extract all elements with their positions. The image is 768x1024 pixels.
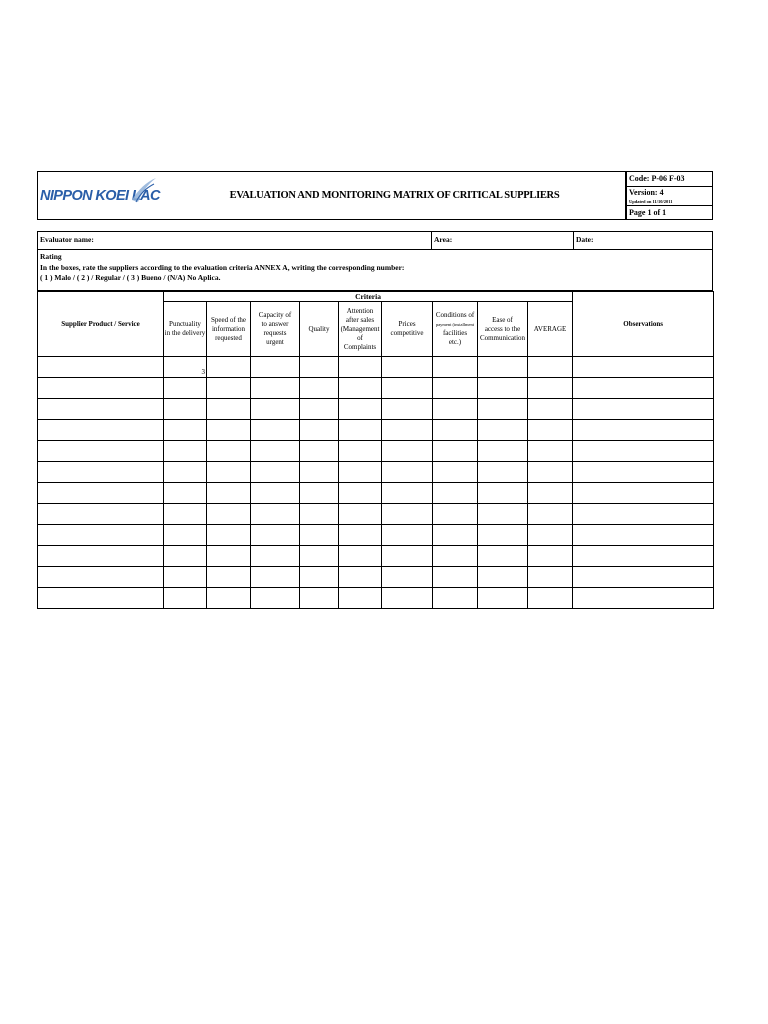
supplier-cell[interactable] <box>38 378 164 399</box>
score-cell[interactable] <box>300 441 339 462</box>
score-cell[interactable] <box>478 525 528 546</box>
score-cell[interactable] <box>433 567 478 588</box>
score-cell[interactable] <box>251 525 300 546</box>
document-title: EVALUATION AND MONITORING MATRIX OF CRITICAL SUPPLIERS <box>164 171 626 220</box>
column-header-line: competitive <box>390 329 424 337</box>
criteria-column-header <box>382 302 433 357</box>
doc-updated: Updated on 11/10/2011 <box>629 199 673 204</box>
criteria-column-header <box>339 302 382 357</box>
logo-text: NIPPON KOEI LAC <box>40 187 160 204</box>
rating-scale: ( 1 ) Malo / ( 2 ) / Regular / ( 3 ) Bueno / (N/A) No Aplica. <box>40 273 221 282</box>
score-cell[interactable] <box>300 546 339 567</box>
score-cell[interactable] <box>478 378 528 399</box>
observations-cell[interactable] <box>573 504 714 525</box>
score-cell[interactable] <box>382 420 433 441</box>
observations-header: Observations <box>573 292 714 357</box>
column-header-line: Communication <box>479 333 526 342</box>
score-cell[interactable] <box>528 525 573 546</box>
column-header-line: Ease of <box>492 315 513 324</box>
observations-cell[interactable] <box>573 588 714 609</box>
table-row <box>38 483 714 504</box>
evaluator-row <box>37 231 713 250</box>
table-row <box>38 378 714 399</box>
criteria-column-header <box>528 302 573 357</box>
observations-cell[interactable] <box>573 462 714 483</box>
supplier-header: Supplier Product / Service <box>38 292 164 357</box>
column-header-line: access to the <box>484 324 521 333</box>
table-row <box>38 546 714 567</box>
rating-instruction: In the boxes, rate the suppliers according to the evaluation criteria ANNEX A, writing the corresponding number: <box>40 262 405 272</box>
score-cell[interactable] <box>251 378 300 399</box>
score-cell[interactable] <box>433 525 478 546</box>
score-cell[interactable] <box>207 420 251 441</box>
score-cell[interactable] <box>164 483 207 504</box>
score-cell[interactable] <box>528 462 573 483</box>
evaluator-name-label: Evaluator name: <box>40 235 94 244</box>
score-cell[interactable] <box>251 441 300 462</box>
score-cell[interactable] <box>528 399 573 420</box>
doc-page: Page 1 of 1 <box>629 208 667 217</box>
score-cell[interactable] <box>164 588 207 609</box>
table-row <box>38 357 714 378</box>
score-cell[interactable] <box>382 399 433 420</box>
score-cell[interactable] <box>382 546 433 567</box>
score-cell[interactable] <box>528 357 573 378</box>
swoosh-icon <box>128 176 158 204</box>
score-cell[interactable] <box>164 399 207 420</box>
score-cell[interactable] <box>528 504 573 525</box>
score-cell[interactable] <box>207 399 251 420</box>
column-header-line: facilities <box>442 329 468 337</box>
score-cell[interactable] <box>433 546 478 567</box>
column-header-line: Attention <box>346 306 374 315</box>
score-cell[interactable] <box>339 504 382 525</box>
score-cell[interactable] <box>433 378 478 399</box>
score-cell[interactable] <box>382 567 433 588</box>
score-cell[interactable] <box>207 546 251 567</box>
rating-instructions <box>37 250 713 291</box>
score-cell[interactable] <box>300 588 339 609</box>
score-cell[interactable] <box>433 420 478 441</box>
score-cell[interactable] <box>164 504 207 525</box>
score-cell[interactable] <box>382 588 433 609</box>
score-cell[interactable] <box>339 483 382 504</box>
date-label: Date: <box>576 235 594 244</box>
score-cell[interactable] <box>478 588 528 609</box>
score-cell[interactable] <box>433 357 478 378</box>
score-cell[interactable] <box>339 357 382 378</box>
criteria-column-header <box>164 302 207 357</box>
score-cell[interactable] <box>207 378 251 399</box>
score-cell[interactable] <box>339 588 382 609</box>
score-cell[interactable] <box>528 441 573 462</box>
supplier-cell[interactable] <box>38 441 164 462</box>
observations-cell[interactable] <box>573 441 714 462</box>
table-row <box>38 525 714 546</box>
supplier-cell[interactable] <box>38 483 164 504</box>
score-cell[interactable] <box>300 357 339 378</box>
score-cell[interactable] <box>207 567 251 588</box>
score-cell[interactable] <box>251 462 300 483</box>
observations-cell[interactable] <box>573 567 714 588</box>
score-cell[interactable] <box>478 441 528 462</box>
score-cell[interactable] <box>339 399 382 420</box>
supplier-cell[interactable] <box>38 525 164 546</box>
score-cell[interactable] <box>433 483 478 504</box>
column-header-line: AVERAGE <box>533 324 567 333</box>
column-header-line: Quality <box>308 324 330 333</box>
score-cell[interactable] <box>300 399 339 420</box>
score-cell[interactable] <box>251 504 300 525</box>
score-cell[interactable] <box>300 504 339 525</box>
score-cell[interactable] <box>382 462 433 483</box>
supplier-cell[interactable] <box>38 420 164 441</box>
score-cell[interactable] <box>528 420 573 441</box>
observations-cell[interactable] <box>573 483 714 504</box>
score-cell[interactable] <box>382 378 433 399</box>
table-row <box>38 567 714 588</box>
column-header-line: in the delivery <box>164 329 206 337</box>
score-cell[interactable] <box>300 483 339 504</box>
table-row <box>38 441 714 462</box>
score-cell[interactable] <box>251 483 300 504</box>
score-cell[interactable] <box>164 525 207 546</box>
evaluation-matrix <box>37 291 714 609</box>
score-cell[interactable] <box>164 441 207 462</box>
column-header-line: etc.) <box>448 338 462 346</box>
column-header-line: payment (installment <box>435 322 475 327</box>
score-cell[interactable] <box>433 441 478 462</box>
score-cell[interactable] <box>207 504 251 525</box>
score-cell[interactable] <box>478 504 528 525</box>
score-cell[interactable] <box>251 357 300 378</box>
score-cell[interactable] <box>382 483 433 504</box>
score-cell[interactable] <box>207 588 251 609</box>
score-cell[interactable] <box>339 462 382 483</box>
criteria-column-header <box>433 302 478 357</box>
score-cell[interactable] <box>478 399 528 420</box>
column-header-line: Speed of the <box>211 315 246 324</box>
score-cell[interactable] <box>207 525 251 546</box>
table-row <box>38 420 714 441</box>
doc-version: Version: 4 <box>629 188 664 197</box>
score-cell[interactable] <box>251 567 300 588</box>
criteria-column-header <box>251 302 300 357</box>
score-cell[interactable] <box>478 546 528 567</box>
score-cell[interactable] <box>433 588 478 609</box>
score-cell[interactable] <box>164 420 207 441</box>
column-header-line: requested <box>215 333 242 342</box>
score-cell[interactable] <box>528 567 573 588</box>
column-header-line: Capacity of <box>258 311 292 319</box>
area-label: Area: <box>434 235 453 244</box>
divider <box>431 232 432 249</box>
score-cell[interactable] <box>478 357 528 378</box>
observations-cell[interactable] <box>573 378 714 399</box>
document-meta <box>626 171 713 220</box>
score-cell[interactable] <box>251 399 300 420</box>
score-cell[interactable] <box>300 462 339 483</box>
score-cell[interactable] <box>339 441 382 462</box>
score-cell[interactable] <box>478 420 528 441</box>
divider <box>573 232 574 249</box>
criteria-column-header <box>478 302 528 357</box>
column-header-line: Punctuality <box>169 320 201 328</box>
score-cell[interactable] <box>300 420 339 441</box>
score-cell[interactable] <box>528 483 573 504</box>
criteria-column-header <box>300 302 339 357</box>
column-header-line: to answer <box>261 320 289 328</box>
score-cell[interactable] <box>164 462 207 483</box>
score-cell[interactable] <box>300 567 339 588</box>
table-row <box>38 399 714 420</box>
column-header-line: after sales <box>345 315 375 324</box>
column-header-line: (Management of <box>340 324 380 342</box>
doc-code: Code: P-06 F-03 <box>627 172 712 187</box>
column-header-line: urgent <box>266 338 284 346</box>
score-cell[interactable] <box>478 483 528 504</box>
score-cell[interactable] <box>528 378 573 399</box>
score-cell[interactable] <box>164 567 207 588</box>
score-cell[interactable] <box>339 567 382 588</box>
score-cell[interactable] <box>339 525 382 546</box>
supplier-cell[interactable] <box>38 567 164 588</box>
score-cell[interactable] <box>382 441 433 462</box>
score-cell[interactable] <box>207 483 251 504</box>
criteria-header: Criteria <box>164 292 573 302</box>
score-cell[interactable] <box>382 504 433 525</box>
score-cell[interactable] <box>433 504 478 525</box>
column-header-line: Complaints <box>343 342 377 351</box>
rating-heading: Rating <box>40 252 62 261</box>
supplier-cell[interactable] <box>38 546 164 567</box>
score-cell[interactable] <box>382 525 433 546</box>
score-cell[interactable]: 3 <box>164 357 207 378</box>
observations-cell[interactable] <box>573 546 714 567</box>
score-cell[interactable] <box>478 567 528 588</box>
score-cell[interactable] <box>339 420 382 441</box>
supplier-cell[interactable] <box>38 462 164 483</box>
score-cell[interactable] <box>251 420 300 441</box>
score-cell[interactable] <box>251 588 300 609</box>
score-cell[interactable] <box>300 525 339 546</box>
score-cell[interactable] <box>300 378 339 399</box>
score-cell[interactable] <box>433 399 478 420</box>
supplier-cell[interactable] <box>38 357 164 378</box>
score-cell[interactable] <box>382 357 433 378</box>
score-cell[interactable] <box>207 357 251 378</box>
score-cell[interactable] <box>478 462 528 483</box>
column-header-line: information <box>211 324 246 333</box>
doc-version-block <box>627 187 712 206</box>
observations-cell[interactable] <box>573 399 714 420</box>
score-cell[interactable] <box>207 462 251 483</box>
table-row <box>38 462 714 483</box>
supplier-cell[interactable] <box>38 399 164 420</box>
score-cell[interactable] <box>207 441 251 462</box>
criteria-column-header <box>207 302 251 357</box>
column-header-line: Prices <box>398 320 416 328</box>
score-cell[interactable] <box>251 546 300 567</box>
score-cell[interactable] <box>528 588 573 609</box>
score-cell[interactable] <box>433 462 478 483</box>
column-header-line: requests <box>263 329 287 337</box>
table-row <box>38 588 714 609</box>
supplier-cell[interactable] <box>38 588 164 609</box>
observations-cell[interactable] <box>573 420 714 441</box>
score-cell[interactable] <box>164 378 207 399</box>
score-cell[interactable] <box>528 546 573 567</box>
score-cell[interactable] <box>339 378 382 399</box>
table-row <box>38 504 714 525</box>
observations-cell[interactable] <box>573 357 714 378</box>
observations-cell[interactable] <box>573 525 714 546</box>
column-header-line: Conditions of <box>435 311 475 319</box>
score-cell[interactable] <box>339 546 382 567</box>
supplier-cell[interactable] <box>38 504 164 525</box>
score-cell[interactable] <box>164 546 207 567</box>
